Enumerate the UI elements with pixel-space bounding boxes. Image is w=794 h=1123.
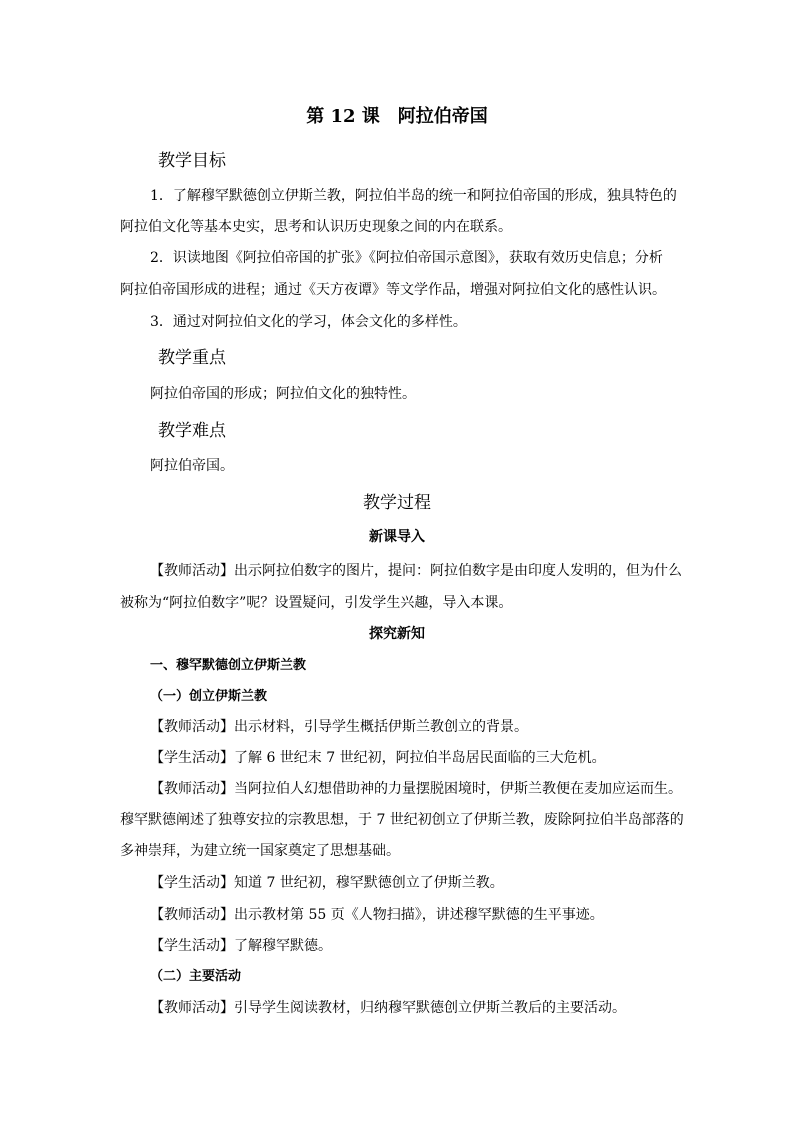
paragraph-student-3: 【学生活动】了解穆罕默德。 bbox=[150, 938, 332, 954]
objective-1-line-1: 1．了解穆罕默德创立伊斯兰教，阿拉伯半岛的统一和阿拉伯帝国的形成，独具特色的 bbox=[150, 188, 677, 204]
objective-3: 3．通过对阿拉伯文化的学习，体会文化的多样性。 bbox=[150, 314, 467, 330]
paragraph-teacher-2-line-3: 多神崇拜，为建立统一国家奠定了思想基础。 bbox=[120, 843, 400, 859]
objective-1-line-2: 阿拉伯文化等基本史实，思考和认识历史现象之间的内在联系。 bbox=[120, 219, 512, 235]
difficulties-heading: 教学难点 bbox=[158, 421, 226, 441]
intro-line-1: 【教师活动】出示阿拉伯数字的图片，提问：阿拉伯数字是由印度人发明的，但为什么 bbox=[150, 563, 682, 579]
paragraph-student-1: 【学生活动】了解 6 世纪末 7 世纪初，阿拉伯半岛居民面临的三大危机。 bbox=[150, 750, 606, 766]
paragraph-teacher-4: 【教师活动】引导学生阅读教材，归纳穆罕默德创立伊斯兰教后的主要活动。 bbox=[150, 1000, 626, 1016]
key-points-text: 阿拉伯帝国的形成；阿拉伯文化的独特性。 bbox=[150, 386, 416, 402]
subsection-1-heading: （一）创立伊斯兰教 bbox=[150, 689, 268, 704]
objective-2-line-1: 2．识读地图《阿拉伯帝国的扩张》《阿拉伯帝国示意图》，获取有效历史信息；分析 bbox=[150, 250, 663, 266]
paragraph-teacher-3: 【教师活动】出示教材第 55 页《人物扫描》，讲述穆罕默德的生平事迹。 bbox=[150, 907, 604, 923]
paragraph-teacher-2-line-2: 穆罕默德阐述了独尊安拉的宗教思想，于 7 世纪初创立了伊斯兰教，废除阿拉伯半岛部落的 bbox=[120, 812, 684, 828]
paragraph-student-2: 【学生活动】知道 7 世纪初，穆罕默德创立了伊斯兰教。 bbox=[150, 875, 504, 891]
key-points-heading: 教学重点 bbox=[158, 348, 226, 368]
difficulties-text: 阿拉伯帝国。 bbox=[150, 458, 234, 474]
objective-2-line-2: 阿拉伯帝国形成的进程；通过《天方夜谭》等文学作品，增强对阿拉伯文化的感性认识。 bbox=[120, 282, 666, 298]
process-heading: 教学过程 bbox=[363, 493, 431, 513]
intro-line-2: 被称为“阿拉伯数字”呢？设置疑问，引发学生兴趣，导入本课。 bbox=[120, 595, 513, 611]
lesson-title: 第 12 课 阿拉伯帝国 bbox=[306, 106, 488, 127]
intro-heading: 新课导入 bbox=[369, 529, 425, 545]
explore-heading: 探究新知 bbox=[369, 626, 425, 642]
paragraph-teacher-1: 【教师活动】出示材料，引导学生概括伊斯兰教创立的背景。 bbox=[150, 719, 528, 735]
objectives-heading: 教学目标 bbox=[158, 151, 226, 171]
paragraph-teacher-2-line-1: 【教师活动】当阿拉伯人幻想借助神的力量摆脱困境时，伊斯兰教便在麦加应运而生。 bbox=[150, 781, 682, 797]
section-1-heading: 一、穆罕默德创立伊斯兰教 bbox=[150, 658, 307, 673]
subsection-2-heading: （二）主要活动 bbox=[150, 969, 242, 984]
